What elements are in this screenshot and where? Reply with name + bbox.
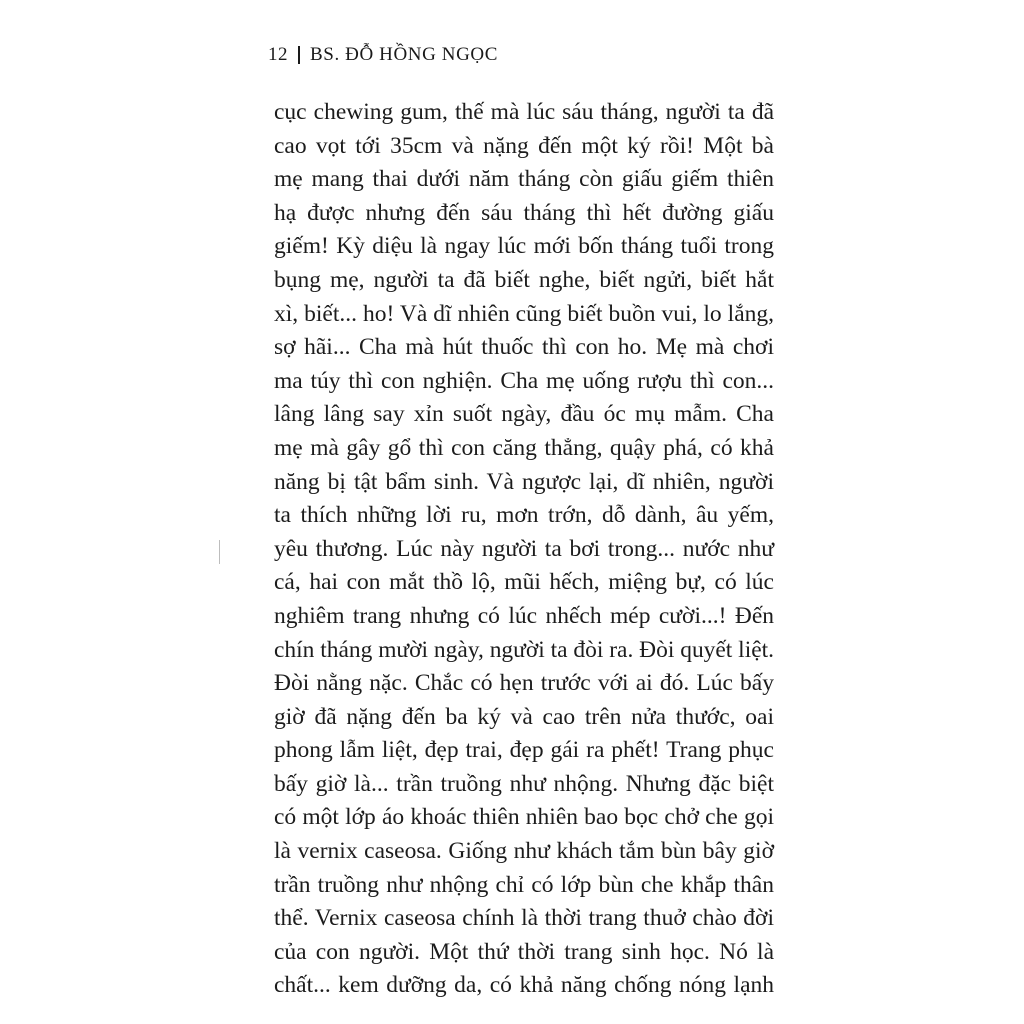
text-line: phong lẫm liệt, đẹp trai, đẹp gái ra phết! Trang phục — [274, 737, 774, 764]
text-line: cá, hai con mắt thồ lộ, mũi hếch, miệng bự, có lúc — [274, 569, 774, 596]
text-line: chất... kem dưỡng da, có khả năng chống nóng lạnh — [274, 972, 774, 999]
text-line: giờ đã nặng đến ba ký và cao trên nửa thước, oai — [274, 703, 774, 730]
text-line: của con người. Một thứ thời trang sinh học. Nó là — [274, 938, 774, 965]
page-number: 12 — [268, 44, 288, 65]
text-line: ma túy thì con nghiện. Cha mẹ uống rượu thì con... — [274, 367, 774, 394]
body-text — [274, 96, 774, 1003]
text-line: là vernix caseosa. Giống như khách tắm bùn bây giờ — [274, 838, 774, 865]
text-line: cao vọt tới 35cm và nặng đến một ký rồi! Một bà — [274, 132, 774, 159]
text-line: sợ hãi... Cha mà hút thuốc thì con ho. Mẹ mà chơi — [274, 334, 774, 361]
header-separator — [298, 46, 300, 64]
text-line: chín tháng mười ngày, người ta đòi ra. Đòi quyết liệt. — [274, 636, 774, 663]
text-line: giếm! Kỳ diệu là ngay lúc mới bốn tháng tuổi trong — [274, 233, 774, 260]
text-line: có một lớp áo khoác thiên nhiên bao bọc chở che gọi — [274, 804, 774, 831]
text-line: bấy giờ là... trần truồng như nhộng. Nhưng đặc biệt — [274, 770, 774, 797]
text-line: năng bị tật bẩm sinh. Và ngược lại, dĩ nhiên, người — [274, 468, 774, 495]
text-line: nghiêm trang nhưng có lúc nhếch mép cười...! Đến — [274, 602, 774, 629]
author-name: BS. ĐỖ HỒNG NGỌC — [310, 44, 499, 65]
text-line: mẹ mà gây gổ thì con căng thẳng, quậy phá, có khả — [274, 434, 774, 461]
text-line: mẹ mang thai dưới năm tháng còn giấu giếm thiên — [274, 166, 774, 193]
text-line: yêu thương. Lúc này người ta bơi trong... nước như — [274, 535, 774, 562]
text-line: ta thích những lời ru, mơn trớn, dỗ dành, âu yếm, — [274, 502, 774, 529]
text-line: cục chewing gum, thế mà lúc sáu tháng, người ta đã — [274, 99, 774, 125]
text-line: thể. Vernix caseosa chính là thời trang thuở chào đời — [274, 905, 774, 932]
text-line: hạ được nhưng đến sáu tháng thì hết đường giấu — [274, 199, 774, 226]
text-line: lâng lâng say xỉn suốt ngày, đầu óc mụ mẫm. Cha — [274, 401, 774, 428]
text-line: bụng mẹ, người ta đã biết nghe, biết ngửi, biết hắt — [274, 266, 774, 293]
gutter-mark — [219, 540, 220, 564]
text-line: xì, biết... ho! Và dĩ nhiên cũng biết buồn vui, lo lắng, — [274, 300, 774, 327]
running-header — [268, 40, 498, 70]
text-line: Đòi nằng nặc. Chắc có hẹn trước với ai đó. Lúc bấy — [274, 670, 774, 697]
text-line: trần truồng như nhộng chỉ có lớp bùn che khắp thân — [274, 871, 774, 898]
